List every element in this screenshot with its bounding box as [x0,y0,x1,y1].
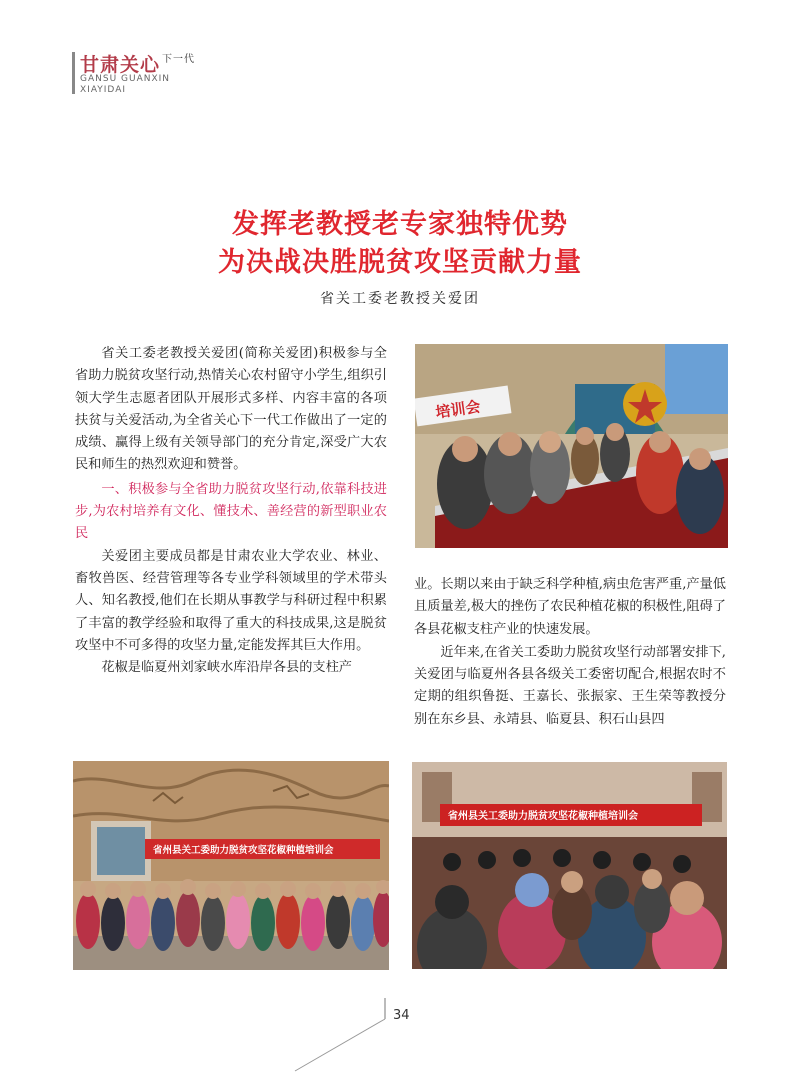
logo-english-line2: XIAYIDAI [80,85,127,95]
photo-bottom-right-banner: 省州县关工委助力脱贫攻坚花椒种植培训会 [448,811,638,822]
left-column [75,343,387,679]
photo-bottom-left-banner: 省州县关工委助力脱贫攻坚花椒种植培训会 [153,845,334,856]
paragraph-members: 关爱团主要成员都是甘肃农业大学农业、林业、畜牧兽医、经营管理等各专业学科领域里的学术带头人、知名教授,他们在长期从事教学与科研过程中积累了丰富的教学经验和取得了重大的科技成果,这是脱贫攻坚中不可多得的攻坚力量,定能发挥其巨大作用。 [75,548,387,653]
right-column [414,574,726,731]
article-title-line1: 发挥老教授老专家独特优势 [232,209,568,240]
logo-divider [72,52,75,94]
logo-english [80,74,170,96]
paragraph-pepper: 花椒是临夏州刘家峡水库沿岸各县的支柱产 [101,660,352,676]
magazine-logo [80,50,195,77]
footer-decoration [290,995,410,1074]
photo-outdoor-crowd [73,761,389,970]
section-heading-1: 一、积极参与全省助力脱贫攻坚行动,依靠科技进步,为农村培养有文化、懂技术、善经营的新型职业农民 [75,481,387,542]
paragraph-intro: 省关工委老教授关爱团(简称关爱团)积极参与全省助力脱贫攻坚行动,热情关心农村留守小学生,组织引领大学生志愿者团队开展形式多样、内容丰富的各项扶贫与关爱活动,为全省关心下一代工作做出了一定的成绩、赢得上级有关领导部门的充分肯定,深受广大农民和师生的热烈欢迎和赞誉。 [75,346,387,473]
page-number: 34 [393,1008,410,1023]
article-author: 省关工委老教授关爱团 [320,291,480,307]
article-title-line2: 为决战决胜脱贫攻坚贡献力量 [218,247,582,278]
photo-training-meeting [415,344,728,548]
paragraph-recent-years: 近年来,在省关工委助力脱贫攻坚行动部署安排下,关爱团与临夏州各县各级关工委密切配合,根据农时不定期的组织鲁挺、王嘉长、张振家、王生荣等教授分别在东乡县、永靖县、临夏县、积石山县四 [414,644,726,727]
photo-indoor-hall [412,762,727,969]
photo-top-banner-text: 培训会 [434,397,482,422]
logo-chinese-sub: 下一代 [162,54,196,65]
logo-chinese: 甘肃关心 [80,54,161,76]
logo-english-line1: GANSU GUANXIN [80,74,171,84]
paragraph-continued: 业。长期以来由于缺乏科学种植,病虫危害严重,产量低且质量差,极大的挫伤了农民种植花椒的积极性,阻碍了各县花椒支柱产业的快速发展。 [414,577,726,637]
